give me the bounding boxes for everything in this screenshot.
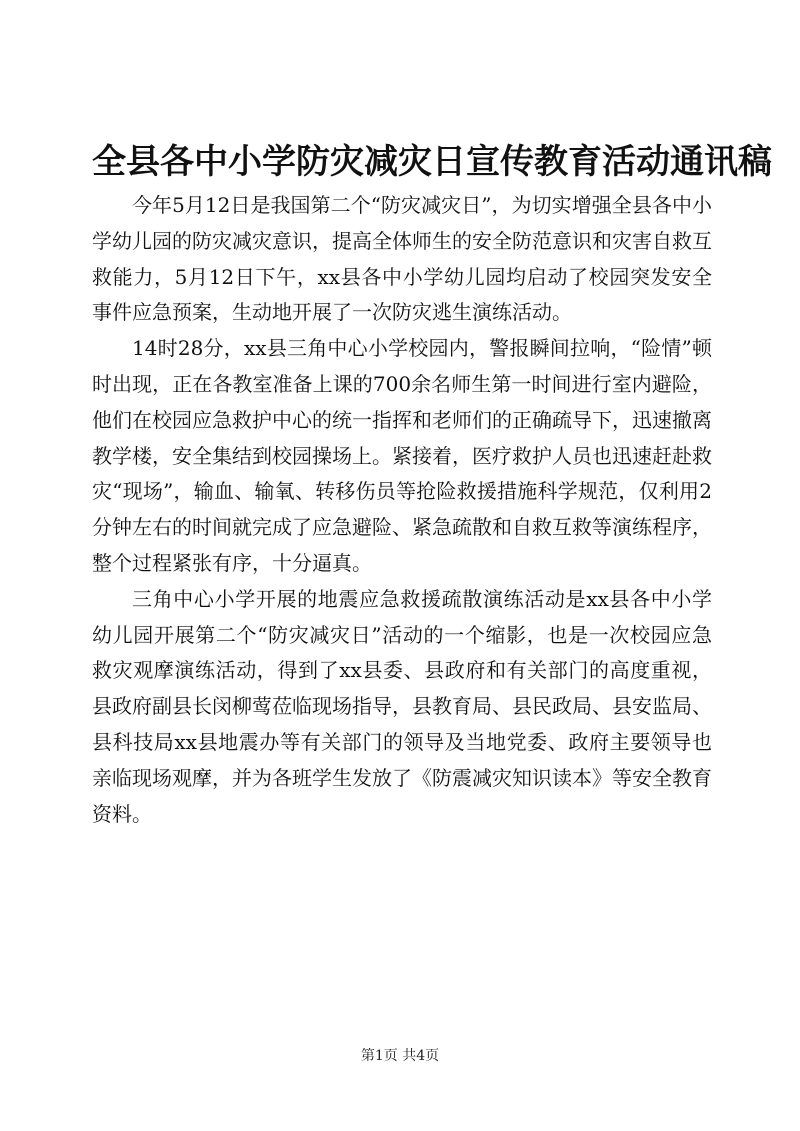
document-title: 全县各中小学防灾减灾日宣传教育活动通讯稿 [92, 142, 772, 182]
paragraph-2: 14时28分，xx县三角中心小学校园内，警报瞬间拉响，“险情”顿时出现，正在各教室准备上课的700余名师生第一时间进行室内避险，他们在校园应急救护中心的统一指挥和老师们的正确疏导下，迅速撤离教学楼，安全集结到校园操场上。紧接着，医疗救护人员也迅速赶赴救灾“现场”，输血、输氧、转移伤员等抢险救援措施科学规范，仅利用2分钟左右的时间就完成了应急避险、紧急疏散和自救互救等演练程序，整个过程紧张有序，十分逼真。 [92, 336, 712, 575]
document-body [92, 188, 712, 832]
paragraph-1: 今年5月12日是我国第二个“防灾减灾日”，为切实增强全县各中小学幼儿园的防灾减灾意识，提高全体师生的安全防范意识和灾害自救互救能力，5月12日下午，xx县各中小学幼儿园均启动了校园突发安全事件应急预案，生动地开展了一次防灾逃生演练活动。 [92, 193, 712, 325]
paragraph-3: 三角中心小学开展的地震应急救援疏散演练活动是xx县各中小学幼儿园开展第二个“防灾减灾日”活动的一个缩影，也是一次校园应急救灾观摩演练活动，得到了xx县委、县政府和有关部门的高度重视，县政府副县长闵柳莺莅临现场指导，县教育局、县民政局、县安监局、县科技局xx县地震办等有关部门的领导及当地党委、政府主要领导也亲临现场观摩，并为各班学生发放了《防震减灾知识读本》等安全教育资料。 [92, 586, 712, 826]
page-footer: 第1页 共4页 [360, 1048, 440, 1064]
